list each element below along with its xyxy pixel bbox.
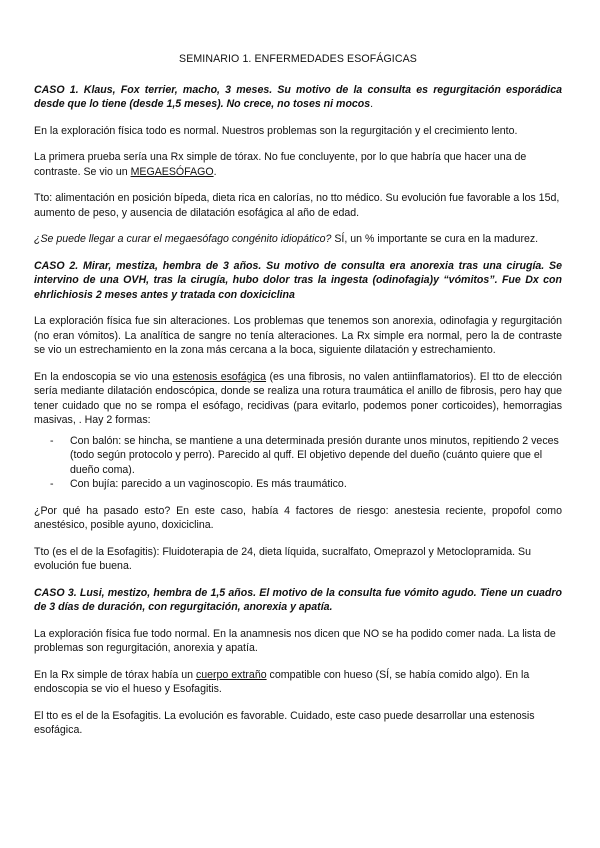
case3-xray-rest: compatible con hueso (SÍ, se había comido algo). En la endoscopia se vio el hueso y Esofagitis. [34,668,530,695]
case2-options-list [34,434,562,492]
case1-tests-end: . [213,165,217,178]
case1-answer-text: SÍ, un % importante se cura en la madurez. [331,233,539,245]
case1-question-text: ¿Se puede llegar a curar el megaesófago congénito idiopático? [34,233,332,245]
case3-finding: cuerpo extraño [195,668,267,681]
case2-endoscopy-text: En la endoscopia se vio una [34,370,173,383]
case1-diagnosis: MEGAESÓFAGO [130,165,214,178]
case2-endoscopy [34,370,562,428]
list-item: - Con balón: se hincha, se mantiene a una determinada presión durante unos minutos, repitiendo 2 veces (todo según protocolo y perro). Parecido al quff. El objetivo depende del dueño (cuánto quiere que el dueño coma). [70,434,562,478]
case2-heading: CASO 2. Mirar, mestiza, hembra de 3 años. Su motivo de consulta era anorexia tras una cirugía. Se intervino de una OVH, tras la cirugía, hubo dolor tras la ingesta (odinofagia)y “vómitos”. Fue Dx con ehrlichiosis 2 meses antes y tratada con doxiciclina [34,259,562,301]
case1-exploration: En la exploración física todo es normal. Nuestros problemas son la regurgitación y el crecimiento lento. [34,124,518,137]
case2-endoscopy-rest: (es una fibrosis, no valen antiinflamatorios). El tto de elección sería mediante dilatación endoscópica, donde se realiza una rotura traumática el anillo de fibrosis, pero hay que tener cuidado que no se rompa el esófago, recidivas (para evitarlo, podemos poner corticoides), hemorragias masivas, . Hay 2 formas: [34,370,562,426]
case2-exploration: La exploración física fue sin alteraciones. Los problemas que tenemos son anorexia, odinofagia y regurgitación (no eran vómitos). La analítica de sangre no tenía alteraciones. La Rx simple era normal, pero la de contraste se vio un estrechamiento en la zona más cercana a la boca, siguiente dilatación y estrechamiento. [34,315,562,356]
case3-heading: CASO 3. Lusi, mestizo, hembra de 1,5 años. El motivo de la consulta fue vómito agudo. Tiene un cuadro de 3 días de duración, con regurgitación, anorexia y apatía. [34,586,562,613]
case1-treatment: Tto: alimentación en posición bípeda, dieta rica en calorías, no tto médico. Su evolución fue favorable a los 15d, aumento de peso, y ausencia de dilatación esofágica al año de edad. [34,192,560,219]
case3-xray [34,668,562,697]
case2-treatment: Tto (es el de la Esofagitis): Fluidoterapia de 24, dieta líquida, sucralfato, Omeprazol y Metoclopramida. Su evolución fue buena. [34,545,531,572]
list-item: - Con bujía: parecido a un vaginoscopio. Es más traumático. [70,477,562,492]
case3-xray-text: En la Rx simple de tórax había un [34,668,196,681]
case3-treatment: El tto es el de la Esofagitis. La evolución es favorable. Cuidado, este caso puede desarrollar una estenosis esofágica. [34,709,535,736]
case1-tests-text: La primera prueba sería una Rx simple de tórax. No fue concluyente, por lo que habría que hacer una de contraste. Se vio un [34,151,527,178]
case2-diagnosis: estenosis esofágica [172,370,267,383]
case1-heading-end: . [370,98,374,110]
document-title: SEMINARIO 1. ENFERMEDADES ESOFÁGICAS [179,53,417,65]
case2-risk-factors: ¿Por qué ha pasado esto? En este caso, había 4 factores de riesgo: anestesia reciente, propofol como anestésico, posible ayuno, doxiciclina. [34,504,562,531]
case3-exploration: La exploración física fue todo normal. En la anamnesis nos dicen que NO se ha podido comer nada. La lista de problemas son regurgitación, anorexia y apatía. [34,627,556,654]
case1-heading [34,83,562,112]
case1-question [34,232,562,247]
case1-tests [34,150,562,179]
case1-heading-text: CASO 1. Klaus, Fox terrier, macho, 3 meses. Su motivo de la consulta es regurgitación esporádica desde que lo tiene (desde 1,5 meses). No crece, no toses ni mocos [34,83,562,110]
